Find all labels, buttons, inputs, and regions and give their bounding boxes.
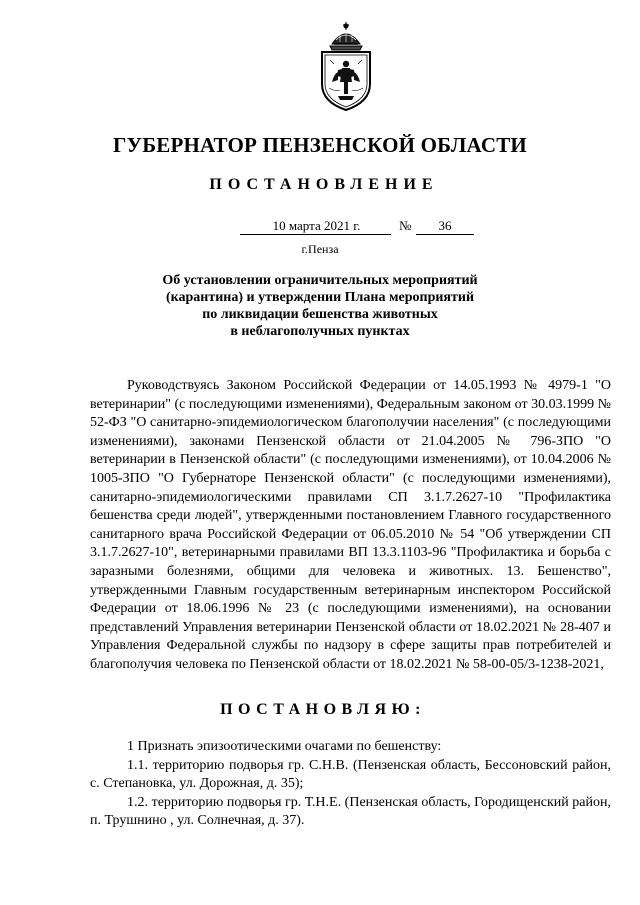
decree-heading: ПОСТАНОВЛЯЮ: [220,701,426,718]
document-number: 36 [416,217,474,235]
document-type-heading: ПОСТАНОВЛЕНИЕ [209,176,439,193]
subject-line: по ликвидации бешенства животных [202,307,438,322]
date-number-line [240,217,480,237]
decree-item: 1.1. территорию подворья гр. С.Н.В. (Пензенская область, Бессоновский район, с. Степановка, ул. Дорожная, д. 35); [90,757,611,792]
preamble-paragraph: Руководствуясь Законом Российской Федерации от 14.05.1993 № 4979-1 "О ветеринарии" (с последующими изменениями), Федеральным законом от 30.03.1999 № 52-ФЗ "О санитарно-эпидемиологическом благополучии населения" (с последующими изменениями), законами Пензенской области от 21.04.2005 № 796-ЗПО "О ветеринарии в Пензенской области" (с последующими изменениями), от 10.04.2006 № 1005-ЗПО "О Губернаторе Пензенской области" (с последующими изменениями), санитарно-эпидемиологическими правилами СП 3.1.7.2627-10 "Профилактика бешенства среди людей", утвержденными постановлением Главного государственного санитарного врача Российской Федерации от 06.05.2010 № 54 "Об утверждении СП 3.1.7.2627-10", ветеринарными правилами ВП 13.3.1103-96 "Профилактика и борьба с заразными болезнями, общими для человека и животных. 13. Бешенство", утвержденными Главным государственным ветеринарным инспектором Российской Федерации от 18.06.1996 № 23 (с последующими изменениями), на основании представлений Управления ветеринарии Пензенской области от 18.02.2021 № 28-407 и Управления Федеральной службы по надзору в сфере защиты прав потребителей и благополучия человека по Пензенской области от 18.02.2021 № 58-00-05/3-1238-2021, [90,378,611,672]
document-subject [0,272,640,340]
penza-coat-of-arms-icon [318,22,374,112]
issuing-authority-title: ГУБЕРНАТОР ПЕНЗЕНСКОЙ ОБЛАСТИ [113,133,527,157]
subject-line: Об установлении ограничительных мероприятий [162,273,478,288]
decree-items [90,738,611,831]
document-date: 10 марта 2021 г. [240,217,391,235]
number-sign: № [399,218,412,233]
subject-line: (карантина) и утверждении Плана мероприятий [165,290,475,305]
decree-item: 1 Признать эпизоотическими очагами по бешенству: [127,739,442,754]
issuing-city: г.Пенза [301,242,339,256]
subject-line: в неблагополучных пунктах [230,324,410,339]
decree-item: 1.2. территорию подворья гр. Т.Н.Е. (Пензенская область, Городищенский район, п. Трушнино , ул. Солнечная, д. 37). [90,794,611,829]
